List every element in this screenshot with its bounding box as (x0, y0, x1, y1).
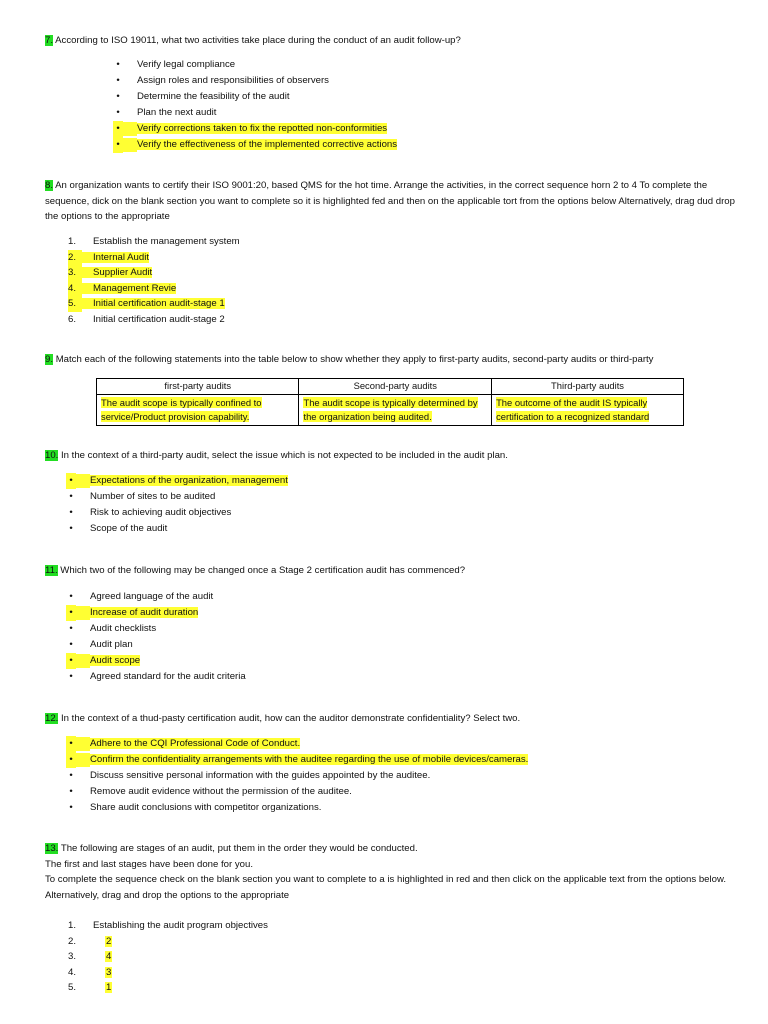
list-item-highlighted (66, 653, 246, 669)
option-text: Determine the feasibility of the audit (137, 91, 290, 102)
bullet-icon: • (66, 605, 76, 621)
table-cell (299, 395, 492, 426)
table-cell (492, 395, 684, 426)
bullet-icon: • (69, 770, 73, 781)
question-12 (45, 711, 735, 727)
answer-slot[interactable]: 1 (106, 982, 112, 993)
option-text: Assign roles and responsibilities of observers (137, 75, 329, 86)
table-header-row (97, 379, 684, 395)
option-text: Adhere to the CQI Professional Code of Conduct. (90, 738, 301, 749)
question-10 (45, 448, 735, 464)
item-text: Internal Audit (82, 252, 149, 263)
item-number: 5. (68, 296, 82, 312)
item-text: Initial certification audit-stage 1 (82, 298, 225, 309)
column-header: Third-party audits (492, 379, 684, 395)
table-row (97, 395, 684, 426)
option-text: Plan the next audit (137, 107, 217, 118)
option-text: Number of sites to be audited (90, 491, 216, 502)
bullet-icon: • (116, 107, 120, 118)
list-item (66, 505, 288, 521)
item-text: Supplier Audit (82, 267, 152, 278)
item-number: 1. (68, 236, 77, 247)
q13-sequence (68, 918, 268, 996)
list-item (66, 768, 528, 784)
question-text: Match each of the following statements into the table below to show whether they apply to first-party audits, second-party audits or third-party (55, 354, 654, 365)
item-text: Initial certification audit-stage 2 (93, 313, 225, 325)
list-item (113, 105, 397, 121)
list-item-highlighted (66, 752, 528, 768)
bullet-icon: • (113, 121, 123, 137)
option-text: Audit scope (90, 655, 141, 666)
bullet-icon: • (113, 137, 123, 153)
list-item (66, 489, 288, 505)
answer-slot[interactable]: 4 (106, 951, 112, 962)
bullet-icon: • (69, 802, 73, 813)
question-text: Which two of the following may be changed once a Stage 2 certification audit has commenced? (60, 565, 466, 576)
list-item (113, 57, 397, 73)
item-number: 4. (68, 281, 82, 297)
option-text: Discuss sensitive personal information with the guides appointed by the auditee. (90, 770, 431, 781)
list-item (68, 234, 240, 250)
question-9 (45, 352, 735, 368)
item-number: 3. (68, 951, 77, 962)
list-item-highlighted (66, 473, 288, 489)
list-item (68, 949, 268, 965)
bullet-icon: • (66, 736, 76, 752)
list-item-highlighted (113, 121, 397, 137)
list-item-highlighted (68, 250, 240, 266)
option-text: Verify corrections taken to fix the repotted non-conformities (137, 123, 388, 134)
list-item (66, 621, 246, 637)
option-text: Verify legal compliance (137, 59, 236, 70)
question-text: In the context of a third-party audit, select the issue which is not expected to be included in the audit plan. (61, 450, 508, 461)
audit-party-table (96, 378, 684, 426)
question-number: 13. (45, 843, 59, 854)
cell-text: The outcome of the audit IS typically certification to a recognized standard (496, 397, 650, 422)
list-item (66, 637, 246, 653)
bullet-icon: • (69, 786, 73, 797)
bullet-icon: • (69, 623, 73, 634)
question-text: The following are stages of an audit, put them in the order they would be conducted. (60, 843, 418, 854)
q10-options (66, 473, 288, 537)
option-text: Audit plan (90, 639, 133, 650)
option-text: Agreed standard for the audit criteria (90, 671, 246, 682)
item-number: 2. (68, 250, 82, 266)
list-item (113, 73, 397, 89)
bullet-icon: • (69, 491, 73, 502)
question-number: 7. (45, 35, 54, 46)
list-item-highlighted (113, 137, 397, 153)
list-item-highlighted (68, 281, 240, 297)
question-instructions: To complete the sequence check on the blank section you want to complete to a is highlighted in red and then click on the applicable text from the options below. Alternatively, drag and drop the options to the appropriate (45, 874, 727, 901)
cell-text: The audit scope is typically determined by the organization being audited. (303, 397, 478, 422)
bullet-icon: • (116, 59, 120, 70)
bullet-icon: • (116, 91, 120, 102)
list-item (68, 918, 268, 934)
question-number: 11. (45, 565, 58, 576)
option-text: Expectations of the organization, management (90, 475, 288, 486)
item-number: 6. (68, 313, 77, 325)
option-text: Confirm the confidentiality arrangements with the auditee regarding the use of mobile devices/cameras. (90, 754, 529, 765)
question-13 (45, 841, 735, 903)
question-number: 9. (45, 354, 54, 365)
list-item (68, 312, 240, 328)
bullet-icon: • (69, 507, 73, 518)
item-text: Establish the management system (93, 236, 240, 247)
option-text: Scope of the audit (90, 523, 168, 534)
question-text: According to ISO 19011, what two activities take place during the conduct of an audit follow-up? (55, 35, 461, 46)
list-item (68, 965, 268, 981)
question-number: 12. (45, 713, 59, 724)
q7-options (113, 57, 397, 153)
bullet-icon: • (66, 473, 76, 489)
list-item (66, 669, 246, 685)
item-number: 3. (68, 265, 82, 281)
option-text: Agreed language of the audit (90, 591, 214, 602)
item-number: 5. (68, 982, 77, 993)
bullet-icon: • (69, 591, 73, 602)
question-7 (45, 33, 735, 49)
option-text: Risk to achieving audit objectives (90, 507, 232, 518)
option-text: Verify the effectiveness of the implemented corrective actions (137, 139, 398, 150)
bullet-icon: • (69, 523, 73, 534)
option-text: Share audit conclusions with competitor organizations. (90, 802, 322, 813)
column-header: first-party audits (97, 379, 299, 395)
list-item (68, 934, 268, 950)
option-text: Increase of audit duration (90, 607, 199, 618)
list-item (113, 89, 397, 105)
list-item-highlighted (66, 736, 528, 752)
question-text-line-2: The first and last stages have been done for you. (45, 858, 253, 870)
answer-slot[interactable]: 3 (106, 966, 112, 978)
list-item (66, 800, 528, 816)
answer-slot[interactable]: 2 (106, 935, 112, 947)
q8-sequence (68, 234, 240, 327)
question-text: In the context of a thud-pasty certification audit, how can the auditor demonstrate confidentiality? Select two. (61, 713, 521, 724)
table-cell (97, 395, 299, 426)
list-item (68, 980, 268, 996)
list-item (66, 784, 528, 800)
question-text: An organization wants to certify their ISO 9001:20, based QMS for the hot time. Arrange the activities, in the correct sequence horn 2 to 4 To complete the sequence, dick on the blank section you want to complete so it is highlighted fed and then on the applicable tort from the options below Alternatively, drag dud drop the options to the appropriate (45, 180, 735, 222)
bullet-icon: • (69, 639, 73, 650)
cell-text: The audit scope is typically confined to service/Product provision capability. (101, 397, 262, 422)
list-item-highlighted (68, 296, 240, 312)
bullet-icon: • (116, 75, 120, 86)
question-8 (45, 178, 735, 225)
question-number: 8. (45, 180, 54, 191)
q12-options (66, 736, 528, 816)
list-item-highlighted (66, 605, 246, 621)
item-number: 2. (68, 935, 77, 947)
item-number: 1. (68, 920, 77, 931)
item-number: 4. (68, 966, 77, 978)
bullet-icon: • (66, 752, 76, 768)
option-text: Remove audit evidence without the permission of the auditee. (90, 786, 352, 797)
column-header: Second-party audits (299, 379, 492, 395)
item-text: Establishing the audit program objectives (93, 920, 268, 931)
bullet-icon: • (66, 653, 76, 669)
bullet-icon: • (69, 671, 73, 682)
list-item-highlighted (68, 265, 240, 281)
question-11 (45, 563, 735, 579)
question-number: 10. (45, 450, 59, 461)
q11-options (66, 589, 246, 685)
list-item (66, 521, 288, 537)
option-text: Audit checklists (90, 623, 157, 634)
item-text: Management Revie (82, 283, 176, 294)
list-item (66, 589, 246, 605)
